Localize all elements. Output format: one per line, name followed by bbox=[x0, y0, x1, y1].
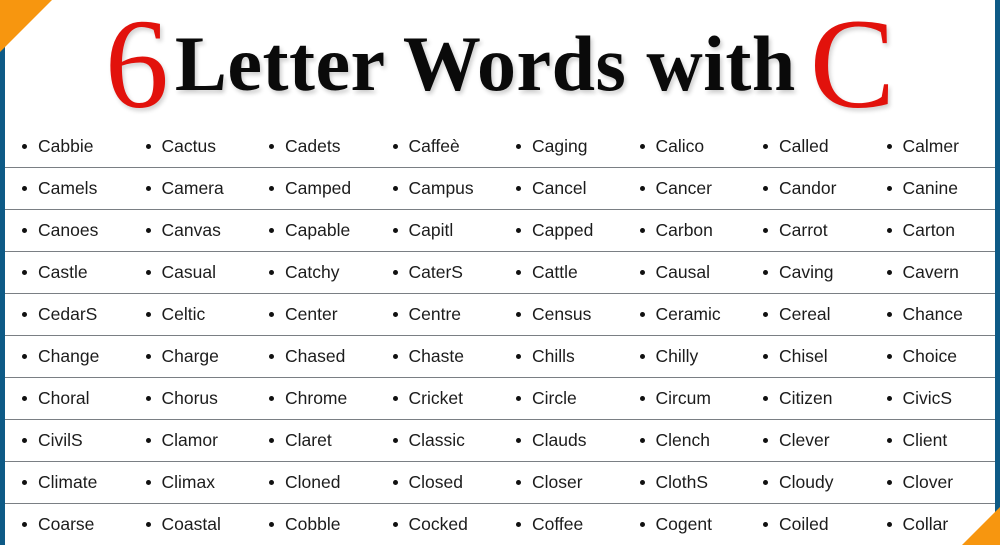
bullet-icon bbox=[22, 312, 27, 317]
bullet-icon bbox=[763, 144, 768, 149]
bullet-icon bbox=[22, 186, 27, 191]
word-text: Capped bbox=[532, 220, 594, 240]
word-item bbox=[393, 388, 517, 409]
word-item bbox=[146, 514, 270, 535]
bullet-icon bbox=[146, 480, 151, 485]
bullet-icon bbox=[516, 480, 521, 485]
bullet-icon bbox=[393, 354, 398, 359]
word-item bbox=[22, 304, 146, 325]
bullet-icon bbox=[393, 228, 398, 233]
word-item bbox=[146, 304, 270, 325]
word-item bbox=[393, 472, 517, 493]
word-text: Cadets bbox=[285, 136, 341, 156]
word-row bbox=[5, 252, 995, 294]
word-item bbox=[146, 136, 270, 157]
word-item bbox=[269, 304, 393, 325]
bullet-icon bbox=[640, 228, 645, 233]
word-text: Candor bbox=[779, 178, 837, 198]
word-item bbox=[516, 430, 640, 451]
word-item bbox=[393, 514, 517, 535]
word-text: Chased bbox=[285, 346, 346, 366]
word-item bbox=[887, 472, 1000, 493]
bullet-icon bbox=[146, 354, 151, 359]
word-item bbox=[146, 472, 270, 493]
bullet-icon bbox=[146, 270, 151, 275]
bullet-icon bbox=[146, 144, 151, 149]
word-item bbox=[146, 430, 270, 451]
word-item bbox=[146, 262, 270, 283]
word-text: Chilly bbox=[655, 346, 699, 366]
bullet-icon bbox=[269, 270, 274, 275]
word-item bbox=[22, 430, 146, 451]
bullet-icon bbox=[887, 270, 892, 275]
word-text: Cricket bbox=[408, 388, 463, 408]
word-item bbox=[393, 220, 517, 241]
bullet-icon bbox=[146, 396, 151, 401]
bullet-icon bbox=[516, 312, 521, 317]
word-text: Closed bbox=[408, 472, 463, 492]
word-text: Carrot bbox=[779, 220, 828, 240]
bullet-icon bbox=[640, 396, 645, 401]
bullet-icon bbox=[146, 186, 151, 191]
title-number: 6 bbox=[104, 0, 169, 135]
word-item bbox=[516, 346, 640, 367]
bullet-icon bbox=[22, 396, 27, 401]
word-text: Carton bbox=[902, 220, 956, 240]
word-text: Canoes bbox=[38, 220, 99, 240]
word-item bbox=[22, 136, 146, 157]
bullet-icon bbox=[516, 186, 521, 191]
word-text: Called bbox=[779, 136, 829, 156]
word-item bbox=[763, 136, 887, 157]
word-text: Castle bbox=[38, 262, 88, 282]
word-item bbox=[269, 514, 393, 535]
bullet-icon bbox=[640, 354, 645, 359]
word-text: Calmer bbox=[902, 136, 959, 156]
word-item bbox=[22, 388, 146, 409]
word-item bbox=[887, 514, 1000, 535]
bullet-icon bbox=[393, 270, 398, 275]
bullet-icon bbox=[640, 438, 645, 443]
bullet-icon bbox=[887, 438, 892, 443]
bullet-icon bbox=[393, 438, 398, 443]
bullet-icon bbox=[887, 144, 892, 149]
word-text: Cabbie bbox=[38, 136, 94, 156]
word-item bbox=[393, 304, 517, 325]
word-item bbox=[640, 262, 764, 283]
word-text: Chance bbox=[902, 304, 963, 324]
bullet-icon bbox=[393, 396, 398, 401]
word-text: Clever bbox=[779, 430, 830, 450]
word-item bbox=[269, 472, 393, 493]
bullet-icon bbox=[146, 438, 151, 443]
title-letter: C bbox=[809, 0, 896, 135]
word-text: Collar bbox=[902, 514, 949, 534]
word-text: CaterS bbox=[408, 262, 463, 282]
word-item bbox=[887, 178, 1000, 199]
bullet-icon bbox=[269, 228, 274, 233]
bullet-icon bbox=[887, 480, 892, 485]
bullet-icon bbox=[516, 144, 521, 149]
bullet-icon bbox=[269, 438, 274, 443]
bullet-icon bbox=[763, 270, 768, 275]
word-item bbox=[763, 262, 887, 283]
word-item bbox=[640, 430, 764, 451]
word-item bbox=[887, 430, 1000, 451]
word-text: Clamor bbox=[161, 430, 218, 450]
bullet-icon bbox=[22, 480, 27, 485]
word-text: Calico bbox=[655, 136, 705, 156]
word-text: Circle bbox=[532, 388, 577, 408]
word-item bbox=[763, 514, 887, 535]
word-grid bbox=[5, 126, 995, 545]
word-text: Claret bbox=[285, 430, 332, 450]
word-row bbox=[5, 378, 995, 420]
word-text: Chaste bbox=[408, 346, 464, 366]
bullet-icon bbox=[887, 228, 892, 233]
word-text: ClothS bbox=[655, 472, 709, 492]
word-text: Charge bbox=[161, 346, 219, 366]
bullet-icon bbox=[763, 522, 768, 527]
bullet-icon bbox=[22, 228, 27, 233]
word-item bbox=[516, 262, 640, 283]
word-text: CedarS bbox=[38, 304, 98, 324]
word-item bbox=[393, 262, 517, 283]
bullet-icon bbox=[763, 396, 768, 401]
bullet-icon bbox=[393, 144, 398, 149]
word-text: Coarse bbox=[38, 514, 95, 534]
bullet-icon bbox=[146, 522, 151, 527]
word-text: Capitl bbox=[408, 220, 454, 240]
bullet-icon bbox=[22, 522, 27, 527]
word-item bbox=[393, 178, 517, 199]
word-item bbox=[516, 304, 640, 325]
word-item bbox=[640, 514, 764, 535]
word-text: Casual bbox=[161, 262, 216, 282]
word-item bbox=[887, 304, 1000, 325]
bullet-icon bbox=[763, 186, 768, 191]
word-item bbox=[269, 262, 393, 283]
word-row bbox=[5, 504, 995, 545]
bullet-icon bbox=[269, 480, 274, 485]
word-item bbox=[22, 346, 146, 367]
word-text: Causal bbox=[655, 262, 710, 282]
word-text: Cogent bbox=[655, 514, 712, 534]
bullet-icon bbox=[763, 438, 768, 443]
word-item bbox=[887, 346, 1000, 367]
word-text: Carbon bbox=[655, 220, 713, 240]
word-text: Cloned bbox=[285, 472, 341, 492]
word-item bbox=[269, 136, 393, 157]
word-item bbox=[269, 388, 393, 409]
word-item bbox=[516, 136, 640, 157]
bullet-icon bbox=[887, 312, 892, 317]
word-text: Caffeè bbox=[408, 136, 460, 156]
bullet-icon bbox=[763, 228, 768, 233]
word-item bbox=[516, 472, 640, 493]
word-text: Clench bbox=[655, 430, 710, 450]
word-item bbox=[763, 304, 887, 325]
word-item bbox=[516, 388, 640, 409]
word-text: Client bbox=[902, 430, 948, 450]
word-row bbox=[5, 294, 995, 336]
word-item bbox=[763, 388, 887, 409]
bullet-icon bbox=[269, 396, 274, 401]
bullet-icon bbox=[516, 438, 521, 443]
word-item bbox=[516, 514, 640, 535]
word-item bbox=[146, 388, 270, 409]
word-row bbox=[5, 210, 995, 252]
word-text: Coffee bbox=[532, 514, 584, 534]
word-text: Cactus bbox=[161, 136, 216, 156]
bullet-icon bbox=[516, 396, 521, 401]
bullet-icon bbox=[640, 480, 645, 485]
bullet-icon bbox=[640, 270, 645, 275]
bullet-icon bbox=[393, 186, 398, 191]
word-text: Cancer bbox=[655, 178, 712, 198]
word-row bbox=[5, 462, 995, 504]
bullet-icon bbox=[516, 354, 521, 359]
word-item bbox=[640, 304, 764, 325]
title-text: Letter Words with bbox=[174, 20, 796, 107]
word-item bbox=[393, 346, 517, 367]
bullet-icon bbox=[146, 312, 151, 317]
word-text: Closer bbox=[532, 472, 583, 492]
word-text: Ceramic bbox=[655, 304, 721, 324]
word-text: Cattle bbox=[532, 262, 578, 282]
word-text: CivilS bbox=[38, 430, 83, 450]
word-item bbox=[763, 472, 887, 493]
bullet-icon bbox=[763, 480, 768, 485]
bullet-icon bbox=[640, 522, 645, 527]
bullet-icon bbox=[516, 228, 521, 233]
bullet-icon bbox=[269, 312, 274, 317]
bullet-icon bbox=[640, 186, 645, 191]
word-item bbox=[640, 220, 764, 241]
word-text: Camera bbox=[161, 178, 224, 198]
word-item bbox=[269, 178, 393, 199]
bullet-icon bbox=[269, 522, 274, 527]
bullet-icon bbox=[22, 144, 27, 149]
bullet-icon bbox=[22, 438, 27, 443]
bullet-icon bbox=[269, 186, 274, 191]
word-item bbox=[393, 136, 517, 157]
bullet-icon bbox=[640, 312, 645, 317]
word-text: Caging bbox=[532, 136, 588, 156]
word-text: Circum bbox=[655, 388, 711, 408]
bullet-icon bbox=[887, 396, 892, 401]
word-text: Chisel bbox=[779, 346, 828, 366]
bullet-icon bbox=[22, 270, 27, 275]
word-item bbox=[516, 178, 640, 199]
word-item bbox=[640, 388, 764, 409]
word-text: Cobble bbox=[285, 514, 341, 534]
word-item bbox=[763, 178, 887, 199]
word-item bbox=[763, 430, 887, 451]
bullet-icon bbox=[640, 144, 645, 149]
word-text: Clauds bbox=[532, 430, 587, 450]
word-row bbox=[5, 420, 995, 462]
word-item bbox=[887, 388, 1000, 409]
word-text: Center bbox=[285, 304, 338, 324]
bullet-icon bbox=[887, 522, 892, 527]
word-text: Canine bbox=[902, 178, 958, 198]
word-text: Census bbox=[532, 304, 592, 324]
word-text: Chorus bbox=[161, 388, 218, 408]
word-row bbox=[5, 336, 995, 378]
word-row bbox=[5, 168, 995, 210]
word-item bbox=[887, 136, 1000, 157]
word-text: Chills bbox=[532, 346, 575, 366]
bullet-icon bbox=[22, 354, 27, 359]
bullet-icon bbox=[887, 186, 892, 191]
bullet-icon bbox=[516, 270, 521, 275]
word-item bbox=[887, 262, 1000, 283]
word-text: Caving bbox=[779, 262, 834, 282]
word-text: Coiled bbox=[779, 514, 829, 534]
bullet-icon bbox=[146, 228, 151, 233]
word-text: Camels bbox=[38, 178, 98, 198]
word-text: Centre bbox=[408, 304, 462, 324]
word-item bbox=[146, 346, 270, 367]
word-text: Clover bbox=[902, 472, 954, 492]
word-text: Choice bbox=[902, 346, 957, 366]
word-item bbox=[22, 220, 146, 241]
word-text: Chrome bbox=[285, 388, 348, 408]
word-row bbox=[5, 126, 995, 168]
bullet-icon bbox=[516, 522, 521, 527]
word-text: Canvas bbox=[161, 220, 221, 240]
word-item bbox=[269, 430, 393, 451]
word-item bbox=[763, 346, 887, 367]
word-text: Cavern bbox=[902, 262, 959, 282]
word-item bbox=[22, 472, 146, 493]
bullet-icon bbox=[393, 312, 398, 317]
word-text: Camped bbox=[285, 178, 352, 198]
word-item bbox=[22, 514, 146, 535]
word-item bbox=[146, 220, 270, 241]
word-item bbox=[763, 220, 887, 241]
word-text: Capable bbox=[285, 220, 351, 240]
word-text: Classic bbox=[408, 430, 465, 450]
word-item bbox=[640, 178, 764, 199]
word-item bbox=[269, 346, 393, 367]
word-text: Coastal bbox=[161, 514, 221, 534]
word-text: Campus bbox=[408, 178, 474, 198]
bullet-icon bbox=[763, 354, 768, 359]
word-item bbox=[269, 220, 393, 241]
bullet-icon bbox=[393, 522, 398, 527]
word-item bbox=[22, 178, 146, 199]
word-text: Cancel bbox=[532, 178, 587, 198]
word-text: Celtic bbox=[161, 304, 206, 324]
word-text: Choral bbox=[38, 388, 90, 408]
word-item bbox=[393, 430, 517, 451]
word-item bbox=[640, 472, 764, 493]
word-text: CivicS bbox=[902, 388, 953, 408]
bullet-icon bbox=[763, 312, 768, 317]
word-text: Catchy bbox=[285, 262, 340, 282]
word-item bbox=[640, 136, 764, 157]
bullet-icon bbox=[393, 480, 398, 485]
word-item bbox=[640, 346, 764, 367]
word-text: Citizen bbox=[779, 388, 833, 408]
word-item bbox=[887, 220, 1000, 241]
bullet-icon bbox=[887, 354, 892, 359]
word-text: Cloudy bbox=[779, 472, 834, 492]
bullet-icon bbox=[269, 354, 274, 359]
word-text: Change bbox=[38, 346, 100, 366]
word-text: Cocked bbox=[408, 514, 468, 534]
word-text: Cereal bbox=[779, 304, 831, 324]
word-item bbox=[22, 262, 146, 283]
word-text: Climate bbox=[38, 472, 98, 492]
bullet-icon bbox=[269, 144, 274, 149]
page-title bbox=[0, 0, 1000, 135]
word-text: Climax bbox=[161, 472, 215, 492]
word-item bbox=[516, 220, 640, 241]
word-item bbox=[146, 178, 270, 199]
